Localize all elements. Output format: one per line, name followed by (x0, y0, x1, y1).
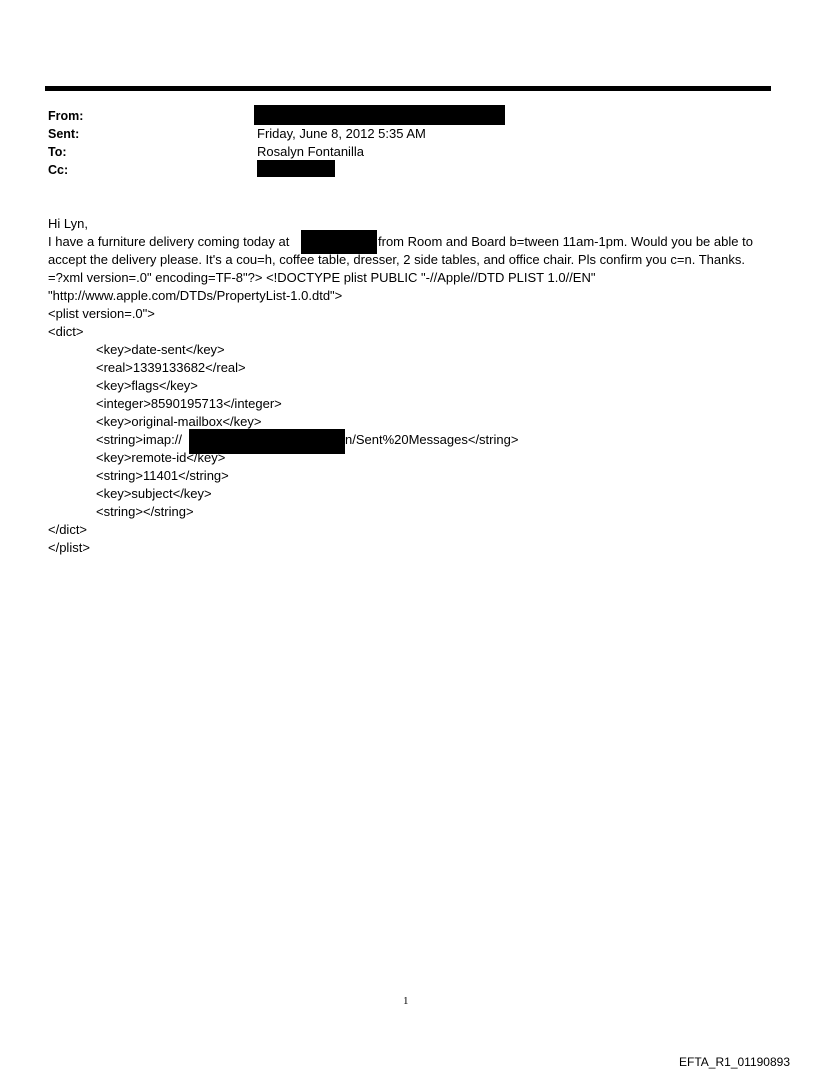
greeting: Hi Lyn, (48, 216, 88, 231)
plist-line: <string></string> (96, 504, 194, 519)
to-label: To: (48, 145, 67, 159)
sent-value: Friday, June 8, 2012 5:35 AM (257, 126, 426, 141)
footer-document-id: EFTA_R1_01190893 (679, 1055, 790, 1069)
body-line-1-start: I have a furniture delivery coming today at (48, 234, 290, 249)
plist-line: <key>date-sent</key> (96, 342, 225, 357)
plist-line: <key>original-mailbox</key> (96, 414, 262, 429)
plist-line: <integer>8590195713</integer> (96, 396, 282, 411)
plist-line: <string>11401</string> (96, 468, 229, 483)
close-dict: </dict> (48, 522, 88, 537)
body-line-4: "http://www.apple.com/DTDs/PropertyList-1.0.dtd"> (48, 288, 343, 303)
body-line-3: =?xml version=.0" encoding=TF-8"?> <!DOCTYPE plist PUBLIC "-//Apple//DTD PLIST 1.0//EN" (48, 270, 596, 285)
cc-label: Cc: (48, 163, 69, 177)
imap-line-start: <string>imap:// (96, 432, 182, 447)
imap-line-end: n/Sent%20Messages</string> (345, 432, 519, 447)
body-line-6: <dict> (48, 324, 84, 339)
plist-line: <key>remote-id</key> (96, 450, 226, 465)
body-line-1-end: from Room and Board b=tween 11am-1pm. Would you be able to (378, 234, 753, 249)
plist-line: <real>1339133682</real> (96, 360, 246, 375)
plist-line: <key>flags</key> (96, 378, 198, 393)
sent-label: Sent: (48, 127, 80, 141)
redacted-from (254, 105, 505, 125)
to-value: Rosalyn Fontanilla (257, 144, 364, 159)
redacted-cc (257, 160, 335, 177)
from-label: From: (48, 109, 84, 123)
page-number: 1 (403, 995, 409, 1007)
body-line-5: <plist version=.0"> (48, 306, 155, 321)
header-rule (45, 86, 771, 91)
plist-line: <key>subject</key> (96, 486, 212, 501)
close-plist: </plist> (48, 540, 90, 555)
body-line-2: accept the delivery please. It's a cou=h, coffee table, dresser, 2 side tables, and office chair. Pls confirm you c=n. Thanks. (48, 252, 745, 267)
